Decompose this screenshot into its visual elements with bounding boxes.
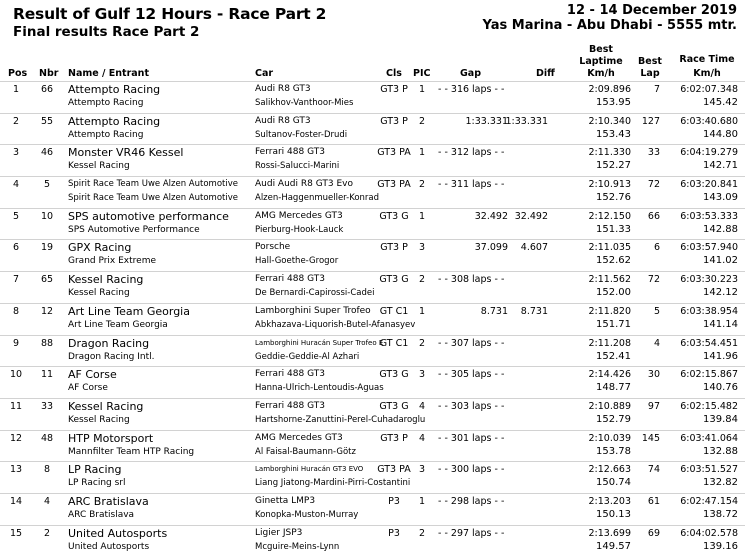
car-model: AMG Mercedes GT3	[255, 210, 343, 221]
results-table-body	[0, 81, 745, 556]
entrant-name: Art Line Team Georgia	[68, 319, 168, 330]
class: GT3 P	[380, 115, 408, 127]
best-laptime: 2:11.208	[588, 337, 631, 349]
entrant-name: Dragon Racing Intl.	[68, 351, 155, 362]
team-name: ARC Bratislava	[68, 494, 149, 508]
diff: 8.731	[520, 305, 548, 317]
table-row	[0, 461, 745, 493]
col-best-laptime-line2: Laptime	[579, 56, 623, 67]
table-row	[0, 271, 745, 303]
position: 1	[12, 84, 20, 95]
event-venue: Yas Marina - Abu Dhabi - 5555 mtr.	[482, 18, 737, 33]
car-model: AMG Mercedes GT3	[255, 432, 343, 443]
position: 8	[12, 305, 20, 317]
race-time: 6:02:15.482	[680, 400, 738, 412]
driver-names: Konopka-Muston-Murray	[255, 509, 359, 520]
position: 10	[9, 369, 23, 381]
col-best-laptime-line1: Best	[589, 44, 613, 55]
car-model: Porsche	[255, 242, 291, 253]
position-in-class: 3	[418, 369, 426, 381]
entrant-name: United Autosports	[68, 541, 150, 552]
gap: - - 300 laps - -	[438, 464, 505, 476]
best-lap-number: 97	[647, 400, 660, 412]
race-speed: 141.14	[703, 318, 738, 330]
best-laptime-speed: 148.77	[596, 382, 631, 394]
col-gap: Gap	[460, 68, 482, 79]
race-speed: 142.88	[703, 223, 738, 235]
team-name: Attempto Racing	[68, 114, 161, 128]
best-lap-number: 5	[653, 305, 660, 317]
driver-names: Mcguire-Meins-Lynn	[255, 541, 340, 552]
entrant-name: SPS Automotive Performance	[68, 224, 200, 235]
col-pic: PIC	[413, 68, 431, 79]
best-laptime-speed: 151.71	[596, 318, 631, 330]
car-model: Ginetta LMP3	[255, 495, 316, 506]
best-laptime-speed: 152.00	[596, 287, 631, 299]
table-row	[0, 525, 745, 557]
car-model: Ferrari 488 GT3	[255, 147, 325, 158]
col-race-time-line1: Race Time	[679, 54, 735, 65]
best-laptime-speed: 153.43	[596, 128, 631, 140]
race-time: 6:03:38.954	[680, 305, 738, 317]
race-speed: 144.80	[703, 128, 738, 140]
position: 5	[12, 210, 20, 222]
driver-names: De Bernardi-Capirossi-Cadei	[255, 288, 375, 299]
race-time: 6:03:51.527	[680, 464, 738, 476]
team-name: AF Corse	[68, 368, 117, 382]
gap: - - 297 laps - -	[438, 527, 505, 539]
race-time: 6:04:02.578	[680, 527, 738, 539]
class: GT3 P	[380, 242, 408, 254]
car-number: 4	[43, 495, 51, 507]
race-time: 6:03:40.680	[680, 115, 738, 127]
best-lap-number: 61	[647, 495, 660, 507]
best-laptime-speed: 149.57	[596, 540, 631, 552]
race-time: 6:03:57.940	[680, 242, 738, 254]
car-model: Lamborghini Huracán Super Trofeo E	[255, 338, 384, 347]
gap: 32.492	[474, 210, 508, 222]
race-time: 6:03:54.451	[680, 337, 738, 349]
position-in-class: 1	[418, 305, 426, 317]
car-model: Ligier JSP3	[255, 527, 303, 538]
car-model: Audi R8 GT3	[255, 84, 311, 94]
best-laptime-speed: 150.74	[596, 477, 631, 489]
car-model: Audi R8 GT3	[255, 115, 311, 126]
table-row	[0, 398, 745, 430]
race-speed: 145.42	[703, 97, 738, 108]
col-car: Car	[255, 68, 274, 79]
race-speed: 140.76	[703, 382, 738, 394]
driver-names: Hartshorne-Zanuttini-Perel-Cuhadaroglu	[255, 414, 426, 425]
car-number: 5	[43, 179, 51, 191]
car-model: Lamborghini Super Trofeo	[255, 305, 371, 316]
col-best-laptime-line3: Km/h	[587, 68, 615, 79]
best-laptime: 2:11.330	[588, 147, 631, 159]
diff: 4.607	[520, 242, 548, 254]
race-time: 6:02:15.867	[680, 369, 738, 381]
gap: - - 298 laps - -	[438, 495, 505, 507]
team-name: Monster VR46 Kessel	[68, 146, 184, 160]
best-lap-number: 6	[653, 242, 660, 254]
car-number: 88	[40, 337, 54, 349]
class: GT C1	[379, 337, 409, 349]
car-number: 19	[40, 242, 54, 254]
entrant-name: Attempto Racing	[68, 98, 144, 108]
best-laptime-speed: 153.95	[596, 97, 631, 108]
position: 14	[9, 495, 23, 507]
class: GT3 PA	[377, 147, 411, 159]
race-time: 6:03:53.333	[680, 210, 738, 222]
entrant-name: Spirit Race Team Uwe Alzen Automotive	[68, 193, 238, 204]
car-number: 46	[40, 147, 54, 159]
best-laptime: 2:10.340	[588, 115, 631, 127]
team-name: Spirit Race Team Uwe Alzen Automotive	[68, 179, 238, 190]
col-nbr: Nbr	[39, 68, 59, 79]
car-model: Audi Audi R8 GT3 Evo	[255, 179, 353, 190]
car-model: Ferrari 488 GT3	[255, 400, 325, 411]
col-pos: Pos	[8, 68, 28, 79]
best-laptime: 2:10.889	[588, 400, 631, 412]
driver-names: Rossi-Salucci-Marini	[255, 161, 340, 172]
best-laptime: 2:13.203	[588, 495, 631, 507]
class: GT3 G	[379, 210, 409, 222]
results-table-header	[0, 44, 745, 80]
car-number: 33	[40, 400, 54, 412]
best-lap-number: 145	[641, 432, 660, 444]
entrant-name: AF Corse	[68, 383, 108, 394]
position-in-class: 3	[418, 464, 426, 476]
position-in-class: 4	[418, 400, 426, 412]
driver-names: Pierburg-Hook-Lauck	[255, 224, 344, 235]
report-subtitle: Final results Race Part 2	[13, 24, 200, 40]
position-in-class: 2	[418, 337, 426, 349]
position-in-class: 1	[418, 84, 426, 95]
position: 15	[9, 527, 23, 539]
best-lap-number: 66	[647, 210, 660, 222]
entrant-name: ARC Bratislava	[68, 509, 135, 520]
class: GT3 G	[379, 400, 409, 412]
table-row	[0, 176, 745, 208]
best-laptime-speed: 153.78	[596, 445, 631, 457]
table-row	[0, 113, 745, 145]
driver-names: Geddie-Geddie-Al Azhari	[255, 351, 360, 362]
position: 12	[9, 432, 23, 444]
class: GT3 G	[379, 274, 409, 286]
best-laptime: 2:09.896	[588, 84, 631, 95]
position-in-class: 1	[418, 210, 426, 222]
table-row	[0, 335, 745, 367]
best-laptime: 2:12.150	[588, 210, 631, 222]
driver-names: Alzen-Haggenmueller-Konrad	[255, 193, 380, 204]
position: 7	[12, 274, 20, 286]
best-lap-number: 7	[653, 84, 660, 95]
entrant-name: Grand Prix Extreme	[68, 256, 157, 267]
class: GT C1	[379, 305, 409, 317]
best-laptime: 2:10.913	[588, 179, 631, 191]
position: 4	[12, 179, 20, 191]
race-speed: 132.88	[703, 445, 738, 457]
table-row	[0, 81, 745, 113]
best-lap-number: 72	[647, 274, 660, 286]
car-number: 12	[40, 305, 54, 317]
race-speed: 141.02	[703, 255, 738, 267]
class: P3	[388, 495, 400, 507]
best-lap-number: 69	[647, 527, 660, 539]
driver-names: Liang Jiatong-Mardini-Pirri-Costantini	[255, 478, 411, 489]
car-model: Lamborghini Huracán GT3 EVO	[255, 465, 364, 474]
team-name: Kessel Racing	[68, 273, 144, 287]
best-lap-number: 127	[641, 115, 660, 127]
car-number: 65	[40, 274, 54, 286]
best-laptime: 2:10.039	[588, 432, 631, 444]
entrant-name: Kessel Racing	[68, 161, 130, 172]
position: 2	[12, 115, 20, 127]
race-speed: 132.82	[703, 477, 738, 489]
gap: - - 305 laps - -	[438, 369, 505, 381]
race-time: 6:02:47.154	[680, 495, 738, 507]
position-in-class: 3	[418, 242, 426, 254]
driver-names: Hanna-Ulrich-Lentoudis-Aguas	[255, 383, 384, 394]
gap: - - 312 laps - -	[438, 147, 505, 159]
report-title: Result of Gulf 12 Hours - Race Part 2	[13, 5, 327, 23]
best-laptime-speed: 152.41	[596, 350, 631, 362]
team-name: GPX Racing	[68, 241, 132, 255]
car-number: 11	[40, 369, 54, 381]
race-time: 6:03:30.223	[680, 274, 738, 286]
entrant-name: Kessel Racing	[68, 288, 130, 299]
driver-names: Sultanov-Foster-Drudi	[255, 129, 348, 140]
diff: 1:33.331	[505, 115, 548, 127]
col-name: Name / Entrant	[68, 68, 149, 79]
team-name: Attempto Racing	[68, 83, 161, 96]
best-laptime-speed: 152.79	[596, 413, 631, 425]
entrant-name: Mannfilter Team HTP Racing	[68, 446, 195, 457]
car-number: 48	[40, 432, 54, 444]
table-row	[0, 303, 745, 335]
position-in-class: 1	[418, 147, 426, 159]
best-lap-number: 4	[653, 337, 660, 349]
table-row	[0, 493, 745, 525]
race-speed: 138.72	[703, 508, 738, 520]
race-speed: 142.12	[703, 287, 738, 299]
position: 3	[12, 147, 20, 159]
diff: 32.492	[514, 210, 548, 222]
race-speed: 143.09	[703, 192, 738, 204]
position: 6	[12, 242, 20, 254]
best-laptime-speed: 151.33	[596, 223, 631, 235]
position-in-class: 2	[418, 179, 426, 191]
gap: - - 311 laps - -	[438, 179, 505, 191]
table-row	[0, 208, 745, 240]
col-race-time-line2: Km/h	[693, 68, 721, 79]
race-speed: 142.71	[703, 160, 738, 172]
class: GT3 G	[379, 369, 409, 381]
car-number: 2	[43, 527, 51, 539]
best-laptime: 2:11.820	[588, 305, 631, 317]
col-cls: Cls	[386, 68, 402, 79]
best-laptime-speed: 152.62	[596, 255, 631, 267]
gap: - - 301 laps - -	[438, 432, 505, 444]
event-dates: 12 - 14 December 2019	[566, 3, 737, 18]
position-in-class: 2	[418, 115, 426, 127]
car-number: 55	[40, 115, 54, 127]
race-time: 6:03:41.064	[680, 432, 738, 444]
race-speed: 141.96	[703, 350, 738, 362]
gap: - - 316 laps - -	[438, 84, 505, 95]
position: 11	[9, 400, 23, 412]
gap: 37.099	[474, 242, 508, 254]
race-speed: 139.84	[703, 413, 738, 425]
position-in-class: 1	[418, 495, 426, 507]
best-laptime-speed: 150.13	[596, 508, 631, 520]
position-in-class: 2	[418, 527, 426, 539]
race-speed: 139.16	[703, 540, 738, 552]
class: GT3 PA	[377, 464, 411, 476]
gap: - - 303 laps - -	[438, 400, 505, 412]
team-name: United Autosports	[68, 526, 168, 540]
race-time: 6:04:19.279	[680, 147, 738, 159]
best-lap-number: 74	[647, 464, 660, 476]
position-in-class: 4	[418, 432, 426, 444]
best-laptime-speed: 152.27	[596, 160, 631, 172]
best-laptime: 2:11.562	[588, 274, 631, 286]
car-number: 66	[40, 84, 54, 95]
team-name: Kessel Racing	[68, 399, 144, 413]
driver-names: Al Faisal-Baumann-Götz	[255, 446, 356, 457]
team-name: SPS automotive performance	[68, 209, 229, 223]
best-laptime-speed: 152.76	[596, 192, 631, 204]
gap: - - 307 laps - -	[438, 337, 505, 349]
position: 13	[9, 464, 23, 476]
gap: 8.731	[480, 305, 508, 317]
team-name: Dragon Racing	[68, 336, 150, 350]
table-row	[0, 366, 745, 398]
position: 9	[12, 337, 20, 349]
table-row	[0, 239, 745, 271]
class: GT3 PA	[377, 179, 411, 191]
team-name: LP Racing	[68, 463, 122, 477]
col-diff: Diff	[536, 68, 555, 79]
entrant-name: Kessel Racing	[68, 414, 130, 425]
gap: 1:33.331	[465, 115, 508, 127]
entrant-name: Attempto Racing	[68, 129, 144, 140]
best-lap-number: 30	[647, 369, 660, 381]
best-laptime: 2:14.426	[588, 369, 631, 381]
driver-names: Abkhazava-Liquorish-Butel-Afanasyev	[255, 319, 416, 330]
best-laptime: 2:12.663	[588, 464, 631, 476]
car-number: 10	[40, 210, 54, 222]
driver-names: Salikhov-Vanthoor-Mies	[255, 98, 354, 108]
best-lap-number: 72	[647, 179, 660, 191]
best-lap-number: 33	[647, 147, 660, 159]
car-number: 8	[43, 464, 51, 476]
gap: - - 308 laps - -	[438, 274, 505, 286]
car-model: Ferrari 488 GT3	[255, 274, 325, 285]
class: P3	[388, 527, 400, 539]
table-row	[0, 430, 745, 462]
position-in-class: 2	[418, 274, 426, 286]
driver-names: Hall-Goethe-Grogor	[255, 256, 339, 267]
team-name: HTP Motorsport	[68, 431, 154, 445]
race-time: 6:03:20.841	[680, 179, 738, 191]
class: GT3 P	[380, 432, 408, 444]
col-best-lap-line1: Best	[638, 56, 662, 67]
table-row	[0, 144, 745, 176]
race-time: 6:02:07.348	[680, 84, 738, 95]
team-name: Art Line Team Georgia	[68, 304, 190, 318]
car-model: Ferrari 488 GT3	[255, 369, 325, 380]
entrant-name: LP Racing srl	[68, 478, 126, 489]
best-laptime: 2:13.699	[588, 527, 631, 539]
best-laptime: 2:11.035	[588, 242, 631, 254]
col-best-lap-line2: Lap	[640, 68, 660, 79]
class: GT3 P	[380, 84, 408, 95]
